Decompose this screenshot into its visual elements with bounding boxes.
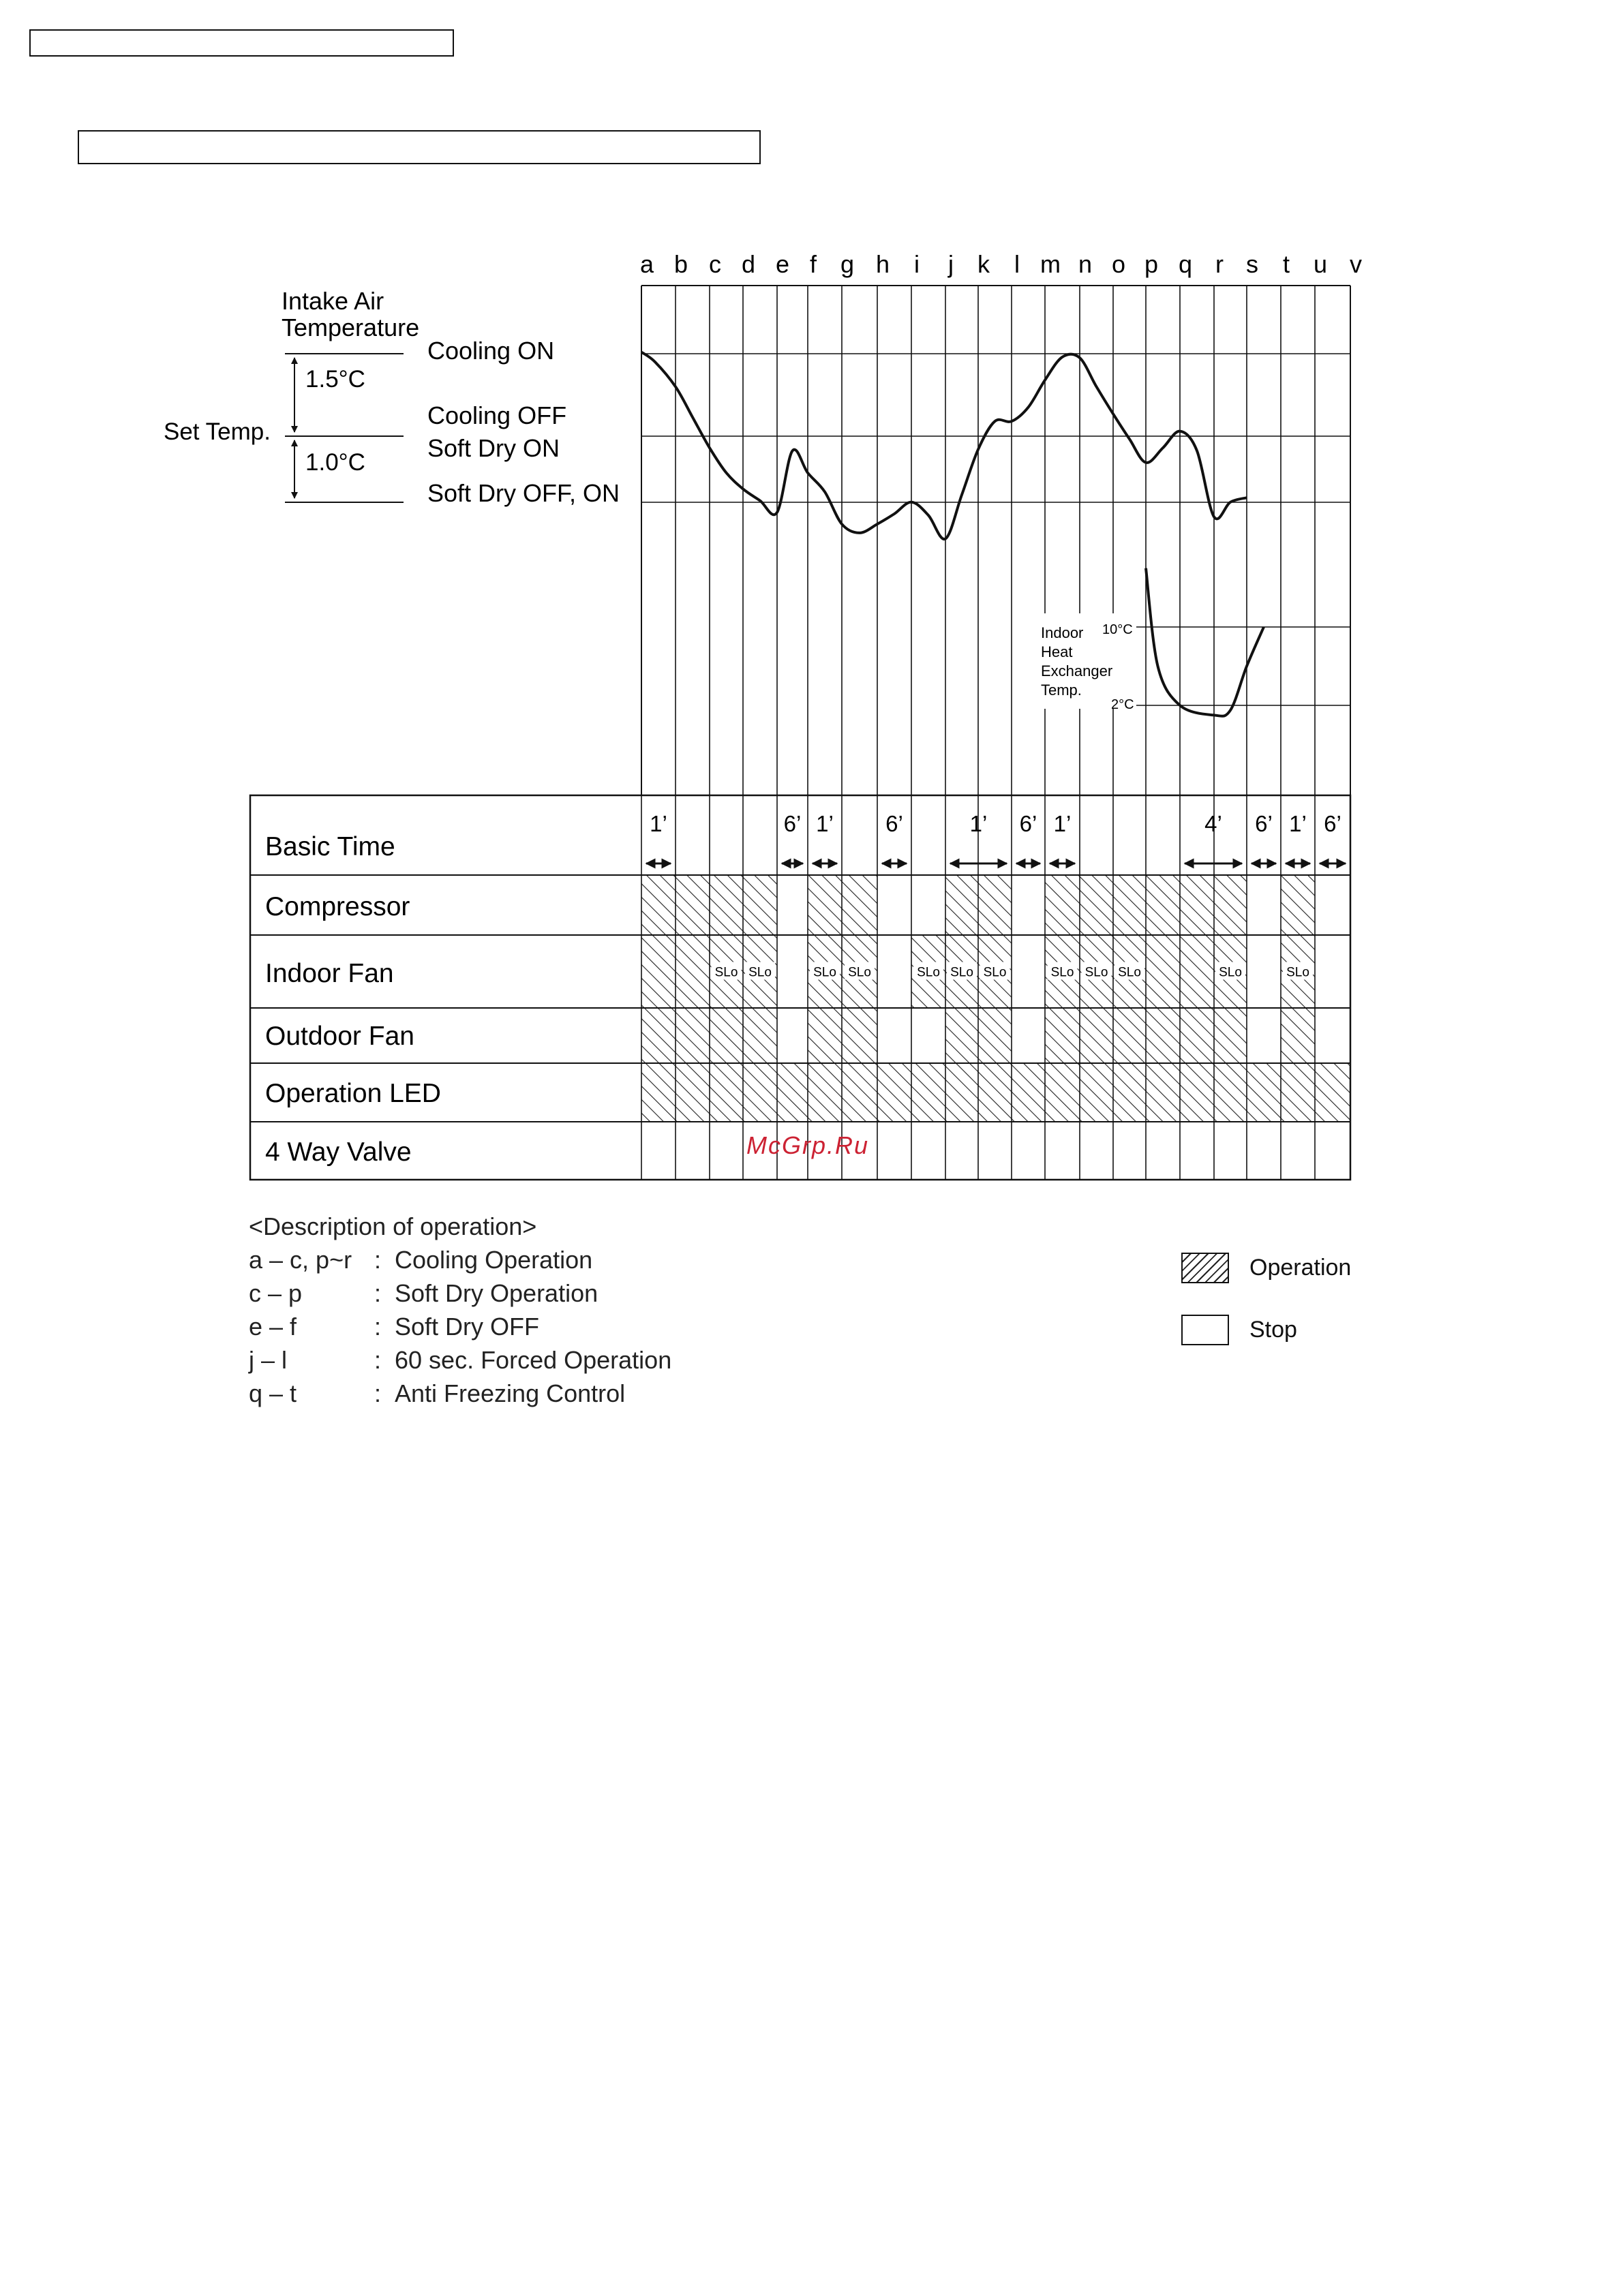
compressor-on-t [1281, 875, 1315, 935]
timing-table-cells [641, 875, 1350, 1122]
basic-time-label: 6’ [1255, 811, 1273, 836]
operation-led-on-p [1146, 1063, 1180, 1122]
column-letter-v: v [1350, 250, 1362, 278]
slo-label-n: SLo [1084, 965, 1108, 980]
outdoor-fan-on-c [710, 1008, 743, 1063]
column-letter-h: h [875, 250, 890, 278]
description-text: Cooling Operation [395, 1246, 593, 1274]
description-item: c – p : Soft Dry Operation [249, 1276, 671, 1310]
legend-operation-label: Operation [1249, 1255, 1352, 1281]
outdoor-fan-on-m [1045, 1008, 1080, 1063]
column-letter-e: e [775, 250, 790, 278]
operation-led-on-b [676, 1063, 710, 1122]
heat-exchanger-temperature-curve [1146, 568, 1264, 716]
outdoor-fan-on-o [1113, 1008, 1146, 1063]
column-letter-i: i [914, 250, 920, 278]
compressor-on-a [641, 875, 676, 935]
slo-label-k: SLo [983, 965, 1007, 980]
operation-led-on-s [1247, 1063, 1281, 1122]
hex-10c-label: 10°C [1102, 622, 1133, 637]
operation-led-on-l [1012, 1063, 1045, 1122]
compressor-on-g [842, 875, 877, 935]
basic-time-label: 4’ [1204, 811, 1222, 836]
operation-led-on-g [842, 1063, 877, 1122]
operation-led-on-t [1281, 1063, 1315, 1122]
set-temp-label: Set Temp. [164, 418, 271, 445]
legend-stop-swatch [1181, 1315, 1229, 1345]
heat-exchanger-scale [1022, 613, 1350, 712]
slo-label-g: SLo [848, 965, 871, 980]
basic-time-label: 1’ [650, 811, 667, 836]
hex-label-1: Indoor [1041, 624, 1084, 641]
slo-label-t: SLo [1286, 965, 1309, 980]
column-letters [640, 250, 1362, 278]
slo-label-d: SLo [748, 965, 772, 980]
legend-operation [1181, 1253, 1351, 1283]
column-letter-a: a [639, 250, 654, 278]
operation-led-on-k [978, 1063, 1012, 1122]
compressor-on-c [710, 875, 743, 935]
basic-time-markers [646, 811, 1346, 863]
row-label-basic-time: Basic Time [265, 832, 395, 861]
description-key: e – f [249, 1313, 297, 1341]
column-letter-c: c [709, 250, 721, 278]
outdoor-fan-on-b [676, 1008, 710, 1063]
outdoor-fan-on-g [842, 1008, 877, 1063]
operation-led-on-r [1214, 1063, 1247, 1122]
compressor-on-j [945, 875, 978, 935]
outdoor-fan-on-d [743, 1008, 777, 1063]
compressor-on-b [676, 875, 710, 935]
outdoor-fan-on-n [1080, 1008, 1113, 1063]
column-letter-n: n [1078, 250, 1093, 278]
column-letter-p: p [1144, 250, 1159, 278]
outdoor-fan-on-a [641, 1008, 676, 1063]
operation-led-on-e [777, 1063, 808, 1122]
operation-led-on-m [1045, 1063, 1080, 1122]
basic-time-label: 1’ [1289, 811, 1307, 836]
legend-stop-label: Stop [1249, 1317, 1297, 1343]
compressor-on-m [1045, 875, 1080, 935]
slo-label-o: SLo [1118, 965, 1141, 980]
outdoor-fan-on-r [1214, 1008, 1247, 1063]
description-title: <Description of operation> [249, 1212, 537, 1240]
temperature-scale-labels [164, 287, 620, 507]
intake-air-temperature-curve [641, 352, 1247, 539]
basic-time-label: 6’ [1019, 811, 1037, 836]
operation-led-on-a [641, 1063, 676, 1122]
lower-span-label: 1.0°C [305, 449, 365, 476]
description-key: a – c, p~r [249, 1246, 352, 1274]
basic-time-label: 6’ [885, 811, 903, 836]
legend-operation-swatch [1181, 1253, 1229, 1283]
outdoor-fan-on-j [945, 1008, 978, 1063]
intake-air-label: Intake Air [282, 287, 384, 315]
cooling-off-label: Cooling OFF [427, 401, 567, 429]
column-letter-u: u [1313, 250, 1328, 278]
operation-led-on-d [743, 1063, 777, 1122]
slo-label-f: SLo [813, 965, 836, 980]
slo-label-m: SLo [1050, 965, 1074, 980]
description-key: j – l [249, 1346, 288, 1374]
compressor-on-n [1080, 875, 1113, 935]
compressor-on-f [808, 875, 842, 935]
description-item: q – t : Anti Freezing Control [249, 1377, 671, 1410]
basic-time-label: 1’ [969, 811, 988, 836]
outdoor-fan-on-p [1146, 1008, 1180, 1063]
slo-label-r: SLo [1219, 965, 1242, 980]
column-letter-l: l [1014, 250, 1020, 278]
description-key: c – p [249, 1279, 303, 1307]
operation-led-on-j [945, 1063, 978, 1122]
description-text: Soft Dry Operation [395, 1279, 598, 1307]
column-letter-q: q [1178, 250, 1193, 278]
operation-led-on-n [1080, 1063, 1113, 1122]
compressor-on-d [743, 875, 777, 935]
operation-led-on-f [808, 1063, 842, 1122]
column-letter-t: t [1282, 250, 1290, 278]
indoor-fan-on-a [641, 935, 676, 1008]
column-letter-k: k [977, 250, 990, 278]
slo-label-i: SLo [917, 965, 940, 980]
outdoor-fan-on-t [1281, 1008, 1315, 1063]
column-letter-g: g [840, 250, 855, 278]
column-letter-s: s [1246, 250, 1258, 278]
compressor-on-q [1180, 875, 1214, 935]
operation-led-on-o [1113, 1063, 1146, 1122]
basic-time-label: 1’ [1053, 811, 1072, 836]
basic-time-label: 6’ [1324, 811, 1341, 836]
column-letter-d: d [741, 250, 756, 278]
indoor-fan-on-p [1146, 935, 1180, 1008]
column-letter-m: m [1040, 250, 1061, 278]
column-letter-f: f [809, 250, 817, 278]
hex-label-4: Temp. [1041, 682, 1082, 699]
hex-label-3: Exchanger [1041, 662, 1113, 679]
row-label-operation-led: Operation LED [265, 1079, 441, 1108]
operation-description [249, 1210, 671, 1410]
description-text: Anti Freezing Control [395, 1379, 626, 1407]
description-text: Soft Dry OFF [395, 1313, 540, 1341]
outdoor-fan-on-q [1180, 1008, 1214, 1063]
operation-led-on-q [1180, 1063, 1214, 1122]
cooling-on-label: Cooling ON [427, 337, 555, 365]
column-letter-j: j [948, 250, 954, 278]
basic-time-label: 1’ [816, 811, 834, 836]
outdoor-fan-on-f [808, 1008, 842, 1063]
operation-led-on-u [1315, 1063, 1350, 1122]
soft-dry-on-label: Soft Dry ON [427, 434, 560, 462]
description-item: e – f : Soft Dry OFF [249, 1310, 671, 1343]
watermark: McGrp.Ru [746, 1131, 870, 1159]
operation-led-on-c [710, 1063, 743, 1122]
row-label-outdoor-fan: Outdoor Fan [265, 1022, 414, 1051]
soft-dry-off-on-label: Soft Dry OFF, ON [427, 479, 620, 507]
description-text: 60 sec. Forced Operation [395, 1346, 672, 1374]
basic-time-label: 6’ [783, 811, 802, 836]
row-label-indoor-fan: Indoor Fan [265, 959, 394, 988]
outdoor-fan-on-k [978, 1008, 1012, 1063]
row-label-4-way-valve: 4 Way Valve [265, 1137, 412, 1167]
legend-stop [1181, 1315, 1297, 1345]
compressor-on-p [1146, 875, 1180, 935]
column-letter-o: o [1111, 250, 1126, 278]
column-letter-r: r [1215, 250, 1224, 278]
indoor-fan-on-b [676, 935, 710, 1008]
timing-table-row-labels [265, 832, 441, 1167]
slo-label-j: SLo [950, 965, 973, 980]
compressor-on-k [978, 875, 1012, 935]
hex-2c-label: 2°C [1111, 697, 1134, 712]
operation-led-on-h [877, 1063, 911, 1122]
column-gridlines [641, 286, 1350, 795]
upper-span-label: 1.5°C [305, 366, 365, 393]
column-letter-b: b [673, 250, 688, 278]
row-label-compressor: Compressor [265, 892, 410, 921]
temperature-graph-grid [641, 286, 1350, 502]
operation-led-on-i [911, 1063, 945, 1122]
description-key: q – t [249, 1379, 297, 1407]
hex-label-2: Heat [1041, 643, 1073, 660]
compressor-on-r [1214, 875, 1247, 935]
temperature-label: Temperature [282, 313, 420, 341]
description-item: j – l : 60 sec. Forced Operation [249, 1343, 671, 1377]
slo-label-c: SLo [714, 965, 738, 980]
compressor-on-o [1113, 875, 1146, 935]
description-item: a – c, p~r : Cooling Operation [249, 1243, 671, 1276]
indoor-fan-on-q [1180, 935, 1214, 1008]
